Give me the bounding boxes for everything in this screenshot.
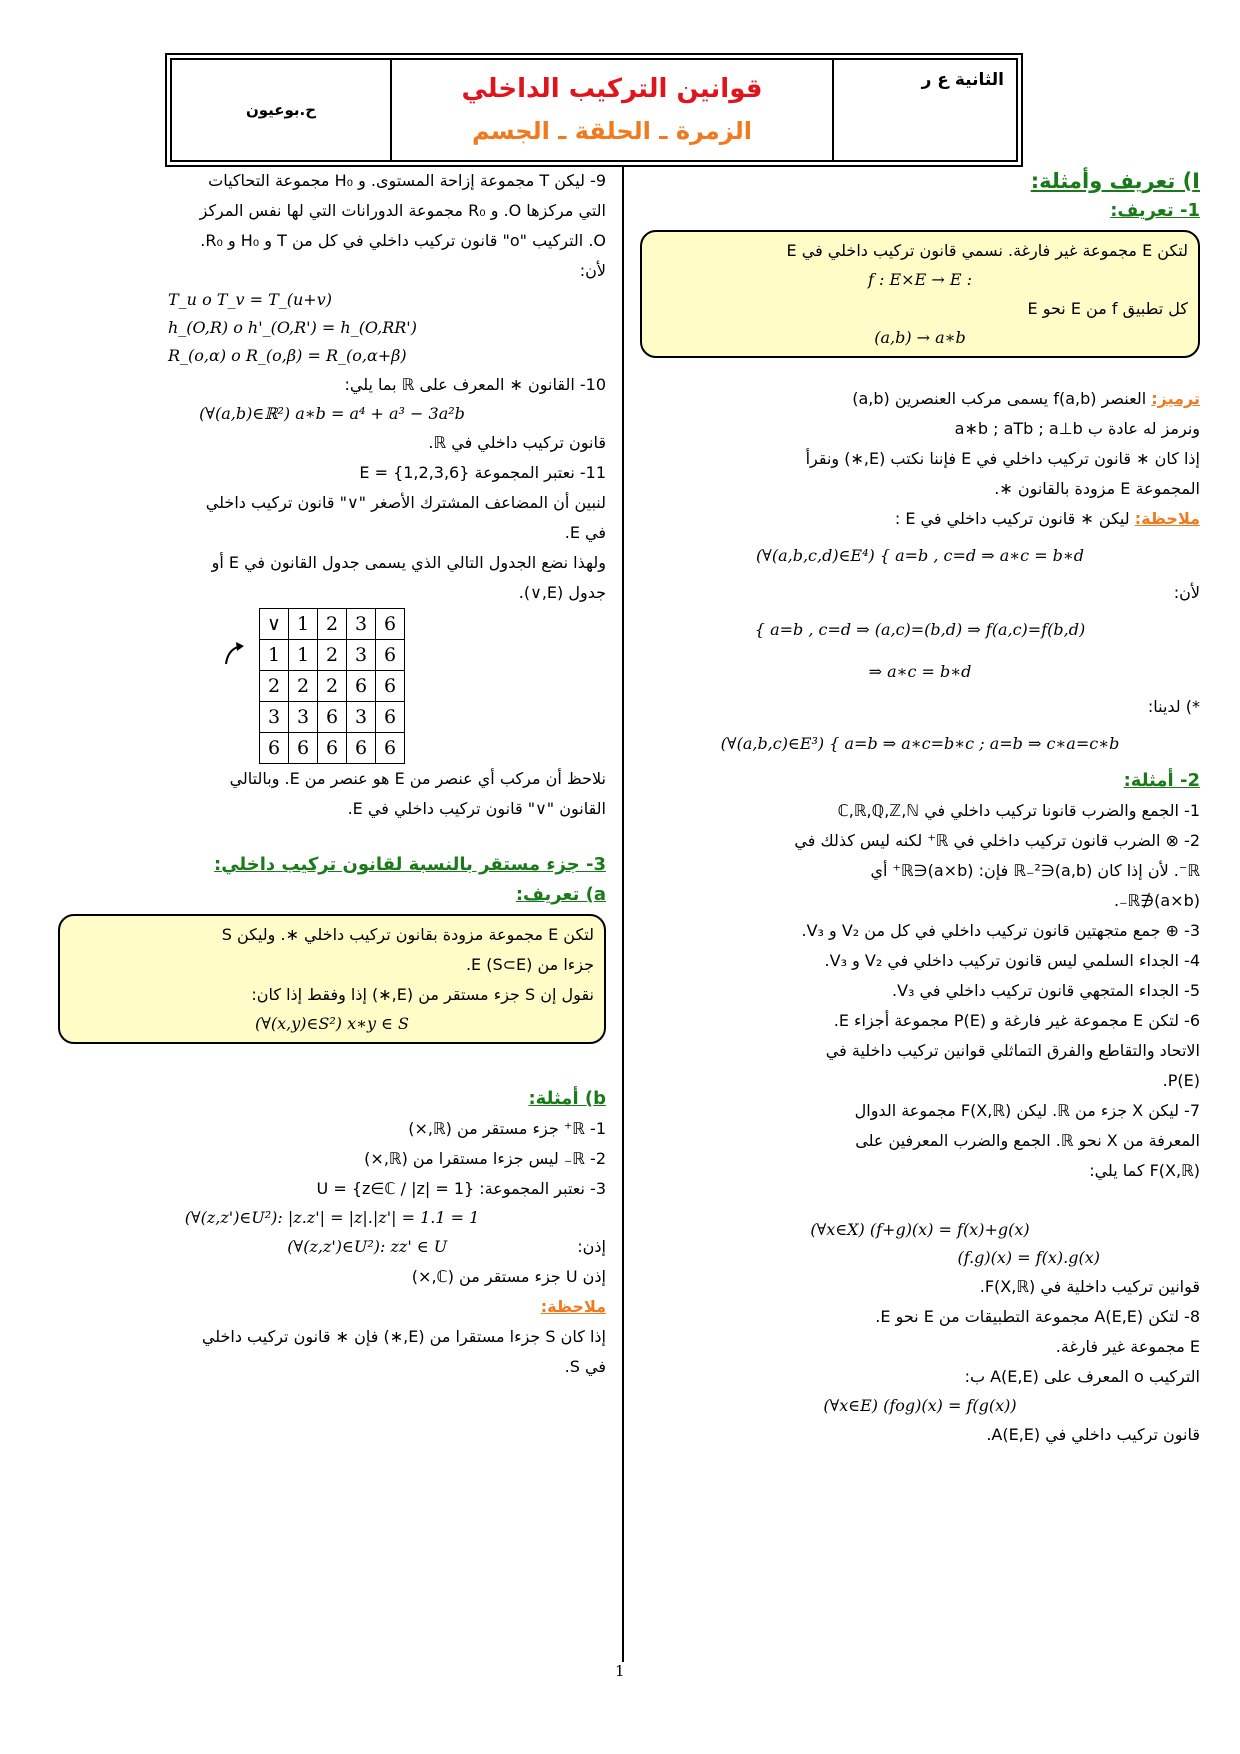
def3-line-2: جزءا من E (S⊂E).: [465, 955, 594, 974]
example-11g: القانون "∨" قانون تركيب داخلي في E.: [347, 799, 606, 818]
example-11a: 11- نعتبر المجموعة E = {1,2,3,6}: [359, 463, 606, 482]
example-b3-then-row: [58, 1232, 606, 1262]
law-table-cell: 2: [260, 671, 289, 702]
notation-line-3: إذا كان ∗ قانون تركيب داخلي في E فإننا نكتب (E,∗) ونقرأ: [805, 449, 1200, 468]
example-11e: جدول (E,∨).: [518, 583, 606, 602]
subsection-definition: 1- تعريف:: [1110, 200, 1200, 221]
page-subtitle: الزمرة ـ الحلقة ـ الجسم: [472, 117, 752, 145]
right-column: [640, 166, 1200, 1450]
example-1: 1- الجمع والضرب قانونا تركيب داخلي في ℂ,ℝ,ℚ,ℤ,ℕ: [837, 801, 1200, 820]
we-have-label: *) لدينا:: [1147, 697, 1200, 716]
subsection-examples: 2- أمثلة:: [1123, 770, 1200, 791]
law-table: [259, 608, 405, 764]
because-label: لأن:: [1173, 583, 1200, 602]
law-table-cell: 6: [376, 640, 405, 671]
example-6b: الاتحاد والتقاطع والفرق التماثلي قوانين تركيب داخلية في: [825, 1041, 1200, 1060]
notation-line-2: ونرمز له عادة ب a∗b ; aTb ; a⊥b: [954, 419, 1200, 438]
law-table-row: [260, 609, 405, 640]
header-box: [170, 58, 1018, 162]
remark-formula-2: { a=b , c=d ⇒ (a,c)=(b,d) ⇒ f(a,c)=f(b,d): [754, 620, 1086, 639]
law-table-cell: 2: [318, 609, 347, 640]
law-table-cell: 2: [289, 671, 318, 702]
example-2a: 2- ⊗ الضرب قانون تركيب داخلي في ℝ⁺ لكنه ليس كذلك في: [794, 831, 1200, 850]
column-divider: [622, 166, 624, 1662]
example-b3-formula-2: (∀(z,z')∈U²): zz' ∈ U: [287, 1237, 448, 1256]
curved-arrow-icon: [222, 640, 248, 666]
law-table-cell: 6: [376, 702, 405, 733]
law-table-cell: 2: [318, 640, 347, 671]
remark-paragraph: [640, 504, 1200, 534]
page-title: قوانين التركيب الداخلي: [461, 74, 763, 104]
example-b3-conclusion: إذن U جزء مستقر من (ℂ,×): [411, 1267, 606, 1286]
section-1-heading: I) تعريف وأمثلة:: [1030, 169, 1200, 193]
law-table-cell: 6: [376, 609, 405, 640]
law-table-cell: 6: [318, 702, 347, 733]
example-2c: (a×b)∉ℝ₋.: [1113, 891, 1200, 910]
page-number: 1: [615, 1662, 625, 1680]
law-table-cell: 3: [289, 702, 318, 733]
example-7a: 7- ليكن X جزء من ℝ. ليكن F(X,ℝ) مجموعة الدوال: [854, 1101, 1200, 1120]
law-table-cell: 3: [347, 609, 376, 640]
example-7-formula-1: (∀x∈X) (f+g)(x) = f(x)+g(x): [810, 1220, 1030, 1239]
example-3: 3- ⊕ جمع متجهتين قانون تركيب داخلي في كل من V₂ و V₃.: [801, 921, 1200, 940]
example-8d: قانون تركيب داخلي في A(E,E).: [986, 1425, 1200, 1444]
law-table-cell: 6: [376, 733, 405, 764]
definition-line-1: لتكن E مجموعة غير فارغة. نسمي قانون تركيب داخلي في E: [786, 241, 1188, 260]
example-9a: 9- ليكن T مجموعة إزاحة المستوى. و H₀ مجموعة التحاكيات: [208, 171, 606, 190]
law-table-cell: 3: [347, 640, 376, 671]
example-6c: P(E).: [1162, 1071, 1200, 1090]
law-table-cell: 6: [289, 733, 318, 764]
example-7-formula-2: (f.g)(x) = f(x).g(x): [957, 1248, 1100, 1267]
remark-formula-1: (∀(a,b,c,d)∈E⁴) { a=b , c=d ⇒ a∗c = b∗d: [755, 546, 1085, 565]
example-b2: 2- ℝ₋ ليس جزءا مستقرا من (ℝ,×): [364, 1149, 606, 1168]
example-b3: 3- نعتبر المجموعة: U = {z∈ℂ / |z| = 1}: [316, 1179, 606, 1198]
def3-formula: (∀(x,y)∈S²) x∗y ∈ S: [255, 1014, 409, 1033]
notation-paragraph: [640, 384, 1200, 414]
example-11b: لنبين أن المضاعف المشترك الأصغر "∨" قانون تركيب داخلي: [205, 493, 606, 512]
left-column: [58, 166, 606, 1382]
class-level: الثانية ع ر: [921, 70, 1004, 90]
example-8c: التركيب o المعرف على A(E,E) ب:: [964, 1367, 1200, 1386]
law-table-cell: 2: [318, 671, 347, 702]
def3-line-1: لتكن E مجموعة مزودة بقانون تركيب داخلي ∗. وليكن S: [221, 925, 594, 944]
example-6a: 6- لتكن E مجموعة غير فارغة و P(E) مجموعة أجزاء E.: [833, 1011, 1200, 1030]
example-10b: قانون تركيب داخلي في ℝ.: [428, 433, 606, 452]
law-table-cell: 6: [260, 733, 289, 764]
law-table-cell: ∨: [260, 609, 289, 640]
subsection-b-examples: b) أمثلة:: [528, 1088, 606, 1109]
subsection-a-definition: a) تعريف:: [515, 884, 606, 905]
remark-label-left: ملاحظة:: [540, 1297, 606, 1316]
law-table-row: [260, 640, 405, 671]
definition-box-stable: [58, 914, 606, 1044]
example-9b: التي مركزها O. و R₀ مجموعة الدورانات التي لها نفس المركز: [199, 201, 606, 220]
def3-line-3: نقول إن S جزء مستقر من (E,∗) إذا وفقط إذا كان:: [251, 985, 594, 1004]
because-label-left: لأن:: [579, 261, 606, 280]
then-label: إذن:: [577, 1237, 606, 1256]
notation-label: ترميز:: [1151, 389, 1200, 408]
remark-text: ليكن ∗ قانون تركيب داخلي في E :: [894, 509, 1130, 528]
law-table-row: [260, 733, 405, 764]
example-10-formula: (∀(a,b)∈ℝ²) a∗b = a⁴ + a³ − 3a²b: [199, 404, 465, 423]
law-table-row: [260, 671, 405, 702]
remark-label: ملاحظة:: [1134, 509, 1200, 528]
law-table-cell: 3: [347, 702, 376, 733]
example-4: 4- الجداء السلمي ليس قانون تركيب داخلي في V₂ و V₃.: [824, 951, 1200, 970]
notation-text: العنصر f(a,b) يسمى مركب العنصرين (a,b): [852, 389, 1147, 408]
law-table-cell: 1: [289, 640, 318, 671]
author: ح.بوعيون: [172, 60, 392, 160]
example-8a: 8- لتكن A(E,E) مجموعة التطبيقات من E نحو E.: [875, 1307, 1200, 1326]
law-table-cell: 6: [376, 671, 405, 702]
example-11f: نلاحظ أن مركب أي عنصر من E هو عنصر من E. وبالتالي: [229, 769, 606, 788]
example-8b: E مجموعة غير فارغة.: [1055, 1337, 1200, 1356]
example-11c: في E.: [564, 523, 606, 542]
law-table-cell: 3: [260, 702, 289, 733]
remark-formula-3: ⇒ a∗c = b∗d: [868, 662, 972, 681]
example-b3-formula-1: (∀(z,z')∈U²): |z.z'| = |z|.|z'| = 1.1 = 1: [184, 1208, 480, 1227]
example-9-formula-1: T_u o T_v = T_(u+v): [168, 290, 332, 309]
remark-left-a: إذا كان S جزءا مستقرا من (E,∗) فإن ∗ قانون تركيب داخلي: [201, 1327, 606, 1346]
example-11d: ولهذا نضع الجدول التالي الذي يسمى جدول القانون في E أو: [211, 553, 606, 572]
law-table-row: [260, 702, 405, 733]
example-7d: قوانين تركيب داخلية في F(X,ℝ).: [979, 1277, 1200, 1296]
law-table-cell: 6: [318, 733, 347, 764]
example-7c: F(X,ℝ) كما يلي:: [1089, 1161, 1200, 1180]
example-9-formula-3: R_(o,α) o R_(o,β) = R_(o,α+β): [168, 346, 407, 365]
law-table-cell: 1: [289, 609, 318, 640]
example-7b: المعرفة من X نحو ℝ. الجمع والضرب المعرفين على: [855, 1131, 1200, 1150]
definition-line-2: كل تطبيق f من E نحو E: [1027, 299, 1188, 318]
example-9c: O. التركيب "o" قانون تركيب داخلي في كل من T و H₀ و R₀.: [200, 231, 606, 250]
subsection-stable-part: 3- جزء مستقر بالنسبة لقانون تركيب داخلي:: [214, 854, 606, 875]
law-table-cell: 6: [347, 733, 376, 764]
remark-left-b: في S.: [564, 1357, 606, 1376]
example-8-formula: (∀x∈E) (fog)(x) = f(g(x)): [823, 1396, 1017, 1415]
law-table-cell: 6: [347, 671, 376, 702]
example-5: 5- الجداء المتجهي قانون تركيب داخلي في V₃.: [892, 981, 1200, 1000]
definition-map-2: (a,b) → a∗b: [874, 328, 966, 347]
definition-box: [640, 230, 1200, 358]
example-10a: 10- القانون ∗ المعرف على ℝ بما يلي:: [344, 375, 606, 394]
example-b1: 1- ℝ⁺ جزء مستقر من (ℝ,×): [408, 1119, 606, 1138]
law-table-cell: 1: [260, 640, 289, 671]
title-block: [392, 60, 834, 160]
remark-formula-4: (∀(a,b,c)∈E³) { a=b ⇒ a∗c=b∗c ; a=b ⇒ c∗a=c∗b: [720, 734, 1120, 753]
notation-line-4: المجموعة E مزودة بالقانون ∗.: [994, 479, 1200, 498]
example-2b: ℝ⁻. لأن إذا كان (a,b)∈ℝ₋² فإن: (a×b)∈ℝ⁺ أي: [870, 861, 1200, 880]
definition-map: f : E×E → E :: [868, 270, 972, 289]
example-9-formula-2: h_(O,R) o h'_(O,R') = h_(O,RR'): [168, 318, 417, 337]
